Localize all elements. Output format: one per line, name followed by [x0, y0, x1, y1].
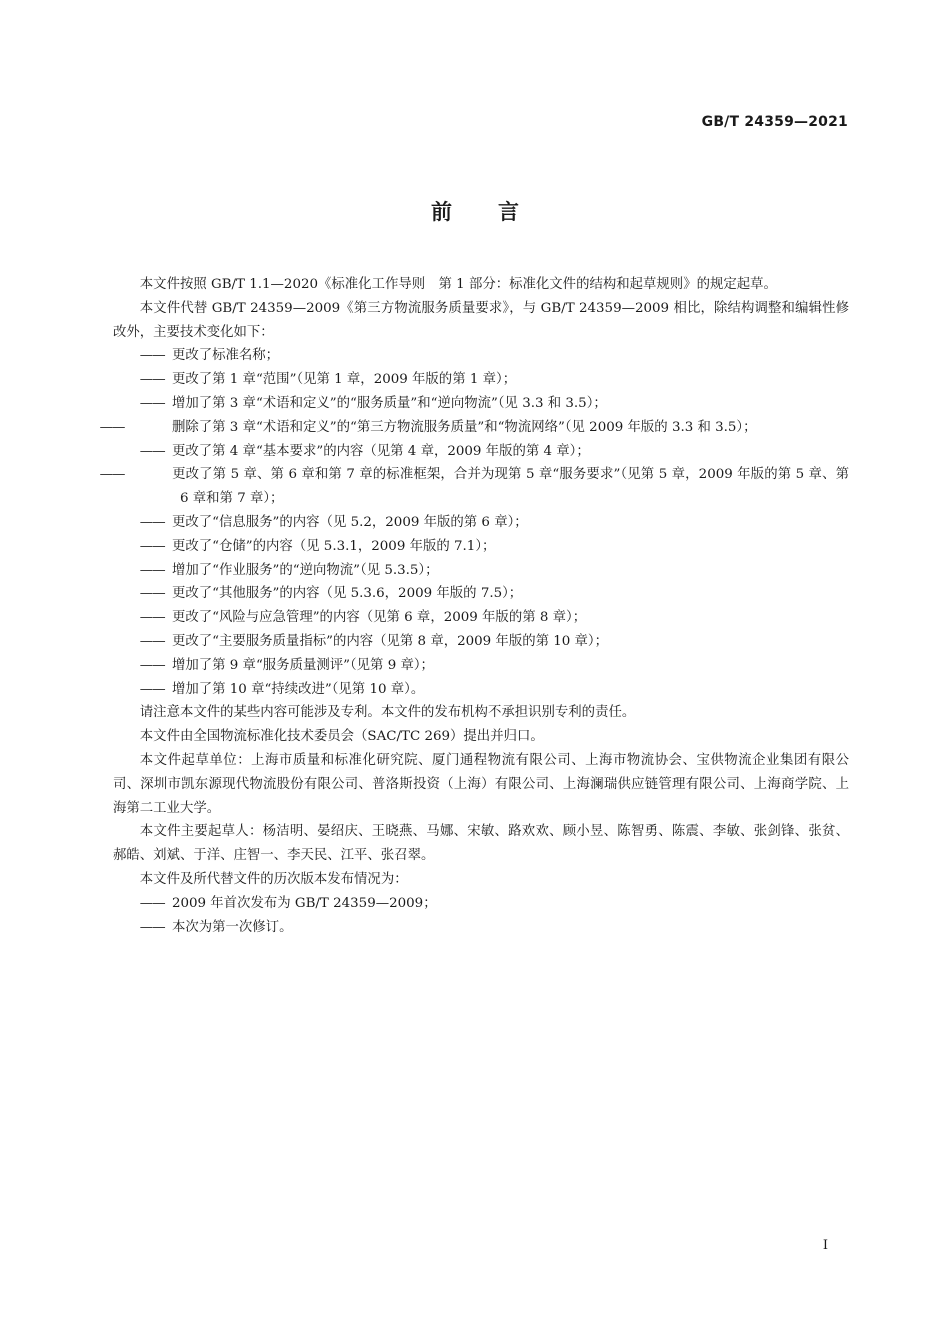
list-item — [113, 582, 849, 606]
dash-marker: —— — [99, 419, 125, 435]
list-item — [99, 416, 849, 440]
dash-marker: —— — [139, 395, 165, 411]
dash-marker: —— — [139, 586, 165, 602]
drafting-units: 本文件起草单位：上海市质量和标准化研究院、厦门通程物流有限公司、上海市物流协会、宝供物流企业集团有限公司、深圳市凯东源现代物流股份有限公司、普洛斯投资（上海）有限公司、上海澜瑞供应链管理有限公司、上海商学院、上海第二工业大学。 — [113, 752, 849, 816]
dash-marker: —— — [139, 538, 165, 554]
list-item — [113, 368, 849, 392]
list-item — [113, 916, 849, 940]
list-item — [113, 344, 849, 368]
dash-marker: —— — [139, 514, 165, 530]
history-list — [113, 892, 849, 940]
list-item-text: 增加了第 10 章“持续改进”（见第 10 章）。 — [171, 681, 425, 697]
list-item-text: 更改了“信息服务”的内容（见 5.2，2009 年版的第 6 章）； — [171, 514, 528, 530]
dash-marker: —— — [139, 610, 165, 626]
list-item-text: 更改了第 5 章、第 6 章和第 7 章的标准框架，合并为现第 5 章“服务要求”（见第 5 章，2009 年版的第 5 章、第 6 章和第 7 章）； — [171, 467, 849, 507]
dash-marker: —— — [139, 681, 165, 697]
list-item — [99, 463, 849, 511]
page-number: I — [822, 1238, 828, 1253]
list-item-text: 更改了“其他服务”的内容（见 5.3.6，2009 年版的 7.5）； — [171, 586, 523, 602]
list-item-text: 更改了“仓储”的内容（见 5.3.1，2009 年版的 7.1）； — [171, 538, 496, 554]
dash-marker: —— — [139, 919, 165, 935]
list-item-text: 更改了第 4 章“基本要求”的内容（见第 4 章，2009 年版的第 4 章）； — [171, 443, 590, 459]
dash-marker: —— — [139, 895, 165, 911]
list-item-text: 删除了第 3 章“术语和定义”的“第三方物流服务质量”和“物流网络”（见 2009 年版的 3.3 和 3.5）； — [171, 419, 757, 435]
dash-marker: —— — [139, 633, 165, 649]
dash-marker: —— — [139, 348, 165, 364]
list-item — [113, 392, 849, 416]
proposer-paragraph: 本文件由全国物流标准化技术委员会（SAC/TC 269）提出并归口。 — [139, 729, 544, 745]
list-item-text: 增加了“作业服务”的“逆向物流”（见 5.3.5）； — [171, 562, 439, 578]
list-item — [113, 559, 849, 583]
list-item-text: 2009 年首次发布为 GB/T 24359—2009； — [171, 895, 437, 911]
list-item-text: 本次为第一次修订。 — [171, 919, 293, 935]
list-item — [113, 440, 849, 464]
intro-paragraph: 本文件按照 GB/T 1.1—2020《标准化工作导则 第 1 部分：标准化文件的结构和起草规则》的规定起草。 — [139, 277, 777, 292]
dash-marker: —— — [139, 562, 165, 578]
dash-marker: —— — [139, 372, 165, 388]
dash-marker: —— — [99, 467, 125, 483]
dash-marker: —— — [139, 657, 165, 673]
list-item — [113, 892, 849, 916]
list-item-text: 更改了第 1 章“范围”（见第 1 章，2009 年版的第 1 章）； — [171, 372, 517, 388]
list-item — [113, 630, 849, 654]
patent-notice: 请注意本文件的某些内容可能涉及专利。本文件的发布机构不承担识别专利的责任。 — [139, 705, 636, 721]
standard-code: GB/T 24359—2021 — [701, 114, 848, 130]
list-item-text: 更改了“风险与应急管理”的内容（见第 6 章，2009 年版的第 8 章）； — [171, 610, 587, 626]
list-item — [113, 654, 849, 678]
list-item — [113, 678, 849, 702]
page-title: 前言 — [431, 200, 565, 224]
drafters: 本文件主要起草人：杨洁明、晏绍庆、王晓燕、马娜、宋敏、路欢欢、顾小昱、陈智勇、陈震、李敏、张剑锋、张贫、郝皓、刘斌、于洋、庄智一、李天民、江平、张召翠。 — [113, 824, 849, 864]
dash-marker: —— — [139, 443, 165, 459]
list-item-text: 更改了“主要服务质量指标”的内容（见第 8 章，2009 年版的第 10 章）； — [171, 633, 609, 649]
history-intro: 本文件及所代替文件的历次版本发布情况为： — [139, 871, 408, 887]
changes-list — [99, 344, 849, 701]
list-item-text: 增加了第 3 章“术语和定义”的“服务质量”和“逆向物流”（见 3.3 和 3.5）； — [171, 395, 607, 411]
intro-paragraph: 本文件代替 GB/T 24359—2009《第三方物流服务质量要求》，与 GB/T 24359—2009 相比，除结构调整和编辑性修改外，主要技术变化如下： — [113, 300, 849, 340]
list-item — [113, 535, 849, 559]
list-item-text: 增加了第 9 章“服务质量测评”（见第 9 章）； — [171, 657, 434, 673]
list-item — [113, 511, 849, 535]
list-item-text: 更改了标准名称； — [171, 348, 280, 364]
foreword-body — [99, 273, 849, 939]
list-item — [113, 606, 849, 630]
